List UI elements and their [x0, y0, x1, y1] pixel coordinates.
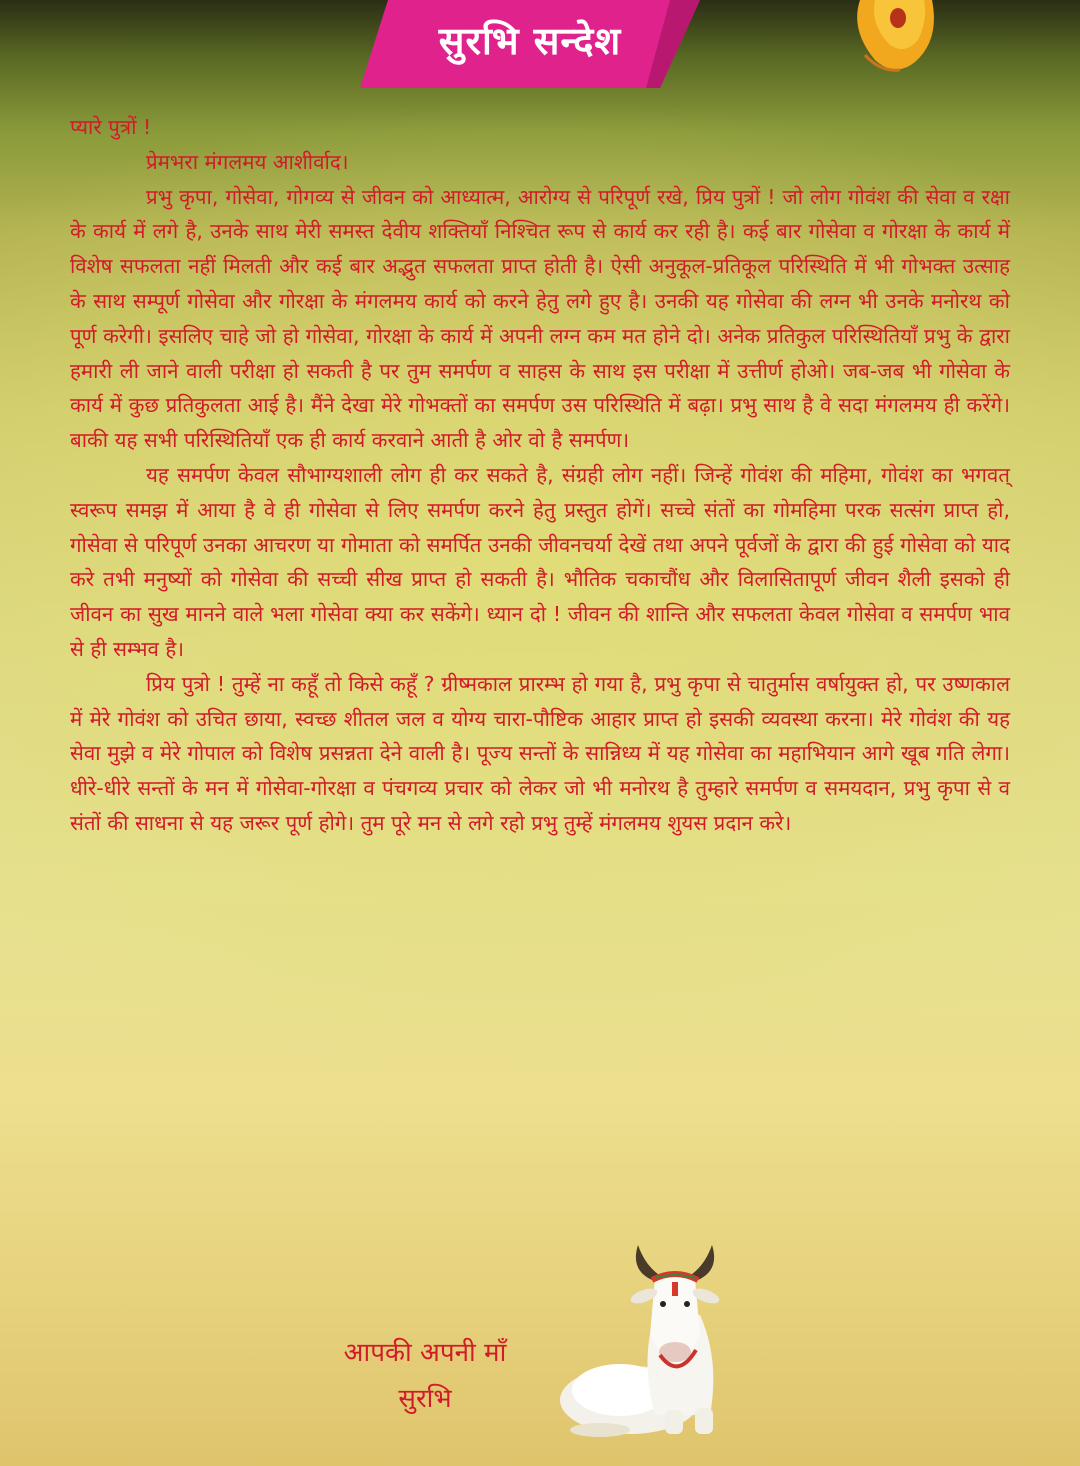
- signature-line: आपकी अपनी माँ: [343, 1338, 507, 1368]
- greeting: प्रेमभरा मंगलमय आशीर्वाद।: [146, 149, 349, 174]
- signature-name: सुरभि: [398, 1384, 452, 1414]
- cow-image: [560, 1240, 790, 1440]
- paragraph: प्रभु कृपा, गोसेवा, गोगव्य से जीवन को आध्यात्म, आरोग्य से परिपूर्ण रखे, प्रिय पुत्रों ! जो लोग गोवंश की सेवा व रक्षा के कार्य में लगे है, उनके साथ मेरी समस्त देवीय शक्तियाँ निश्चित रूप से कार्य कर रही है। कई बार गोसेवा व गोरक्षा के कार्य में विशेष सफलता नहीं मिलती और कई बार अद्भुत सफलता प्राप्त होती है। ऐसी अनुकूल-प्रतिकूल परिस्थिति में भी गोभक्त उत्साह के साथ सम्पूर्ण गोसेवा और गोरक्षा के मंगलमय कार्य को करने हेतु लगे हुए है। उनकी यह गोसेवा की लग्न भी उनके मनोरथ को पूर्ण करेगी। इसलिए चाहे जो हो गोसेवा, गोरक्षा के कार्य में अपनी लग्न कम मत होने दो। अनेक प्रतिकुल परिस्थितियाँ प्रभु के द्वारा हमारी ली जाने वाली परीक्षा हो सकती है पर तुम समर्पण व साहस के साथ इस परीक्षा में उत्तीर्ण होओ। जब-जब भी गोसेवा के कार्य में कुछ प्रतिकुलता आई है। मैंने देखा मेरे गोभक्तों का समर्पण उस परिस्थिति में बढ़ा। प्रभु साथ है वे सदा मंगलमय ही करेंगे। बाकी यह सभी परिस्थितियाँ एक ही कार्य करवाने आती है ओर वो है समर्पण।: [70, 184, 1010, 453]
- flower-image: [840, 0, 950, 80]
- paragraph: यह समर्पण केवल सौभाग्यशाली लोग ही कर सकते है, संग्रही लोग नहीं। जिन्हें गोवंश की महिमा, गोवंश का भगवत् स्वरूप समझ में आया है वे ही गोसेवा से लिए समर्पण करने हेतु प्रस्तुत होगें। सच्चे संतों का गोमहिमा परक सत्संग प्राप्त हो, गोसेवा से परिपूर्ण उनका आचरण या गोमाता को समर्पित उनकी जीवनचर्या देखें तथा अपने पूर्वजों के द्वारा की हुई गोसेवा को याद करे तभी मनुष्यों को गोसेवा की सच्ची सीख प्राप्त हो सकती है। भौतिक चकाचौंध और विलासितापूर्ण जीवन शैली इसको ही जीवन का सुख मानने वाले भला गोसेवा क्या कर सकेंगे। ध्यान दो ! जीवन की शान्ति और सफलता केवल गोसेवा व समर्पण भाव से ही सम्भव है।: [70, 462, 1010, 661]
- signature: [300, 1330, 550, 1422]
- paragraph: प्रिय पुत्रो ! तुम्हें ना कहूँ तो किसे कहूँ ? ग्रीष्मकाल प्रारम्भ हो गया है, प्रभु कृपा से चातुर्मास वर्षायुक्त हो, पर उष्णकाल में मेरे गोवंश को उचित छाया, स्वच्छ शीतल जल व योग्य चारा-पौष्टिक आहार प्राप्त हो इसकी व्यवस्था करना। मेरे गोवंश की यह सेवा मुझे व मेरे गोपाल को विशेष प्रसन्नता देने वाली है। पूज्य सन्तों के सान्निध्य में यह गोसेवा का महाभियान आगे खूब गति लेगा। धीरे-धीरे सन्तों के मन में गोसेवा-गोरक्षा व पंचगव्य प्रचार को लेकर जो भी मनोरथ है तुम्हारे समर्पण व समयदान, प्रभु कृपा से व संतों की साधना से यह जरूर पूर्ण होगे। तुम पूरे मन से लगे रहो प्रभु तुम्हें मंगलमय शुयस प्रदान करे।: [70, 671, 1010, 835]
- salutation: प्यारे पुत्रों !: [70, 115, 152, 139]
- letter-body: [70, 110, 1010, 841]
- page-title: सुरभि सन्देश: [438, 18, 622, 63]
